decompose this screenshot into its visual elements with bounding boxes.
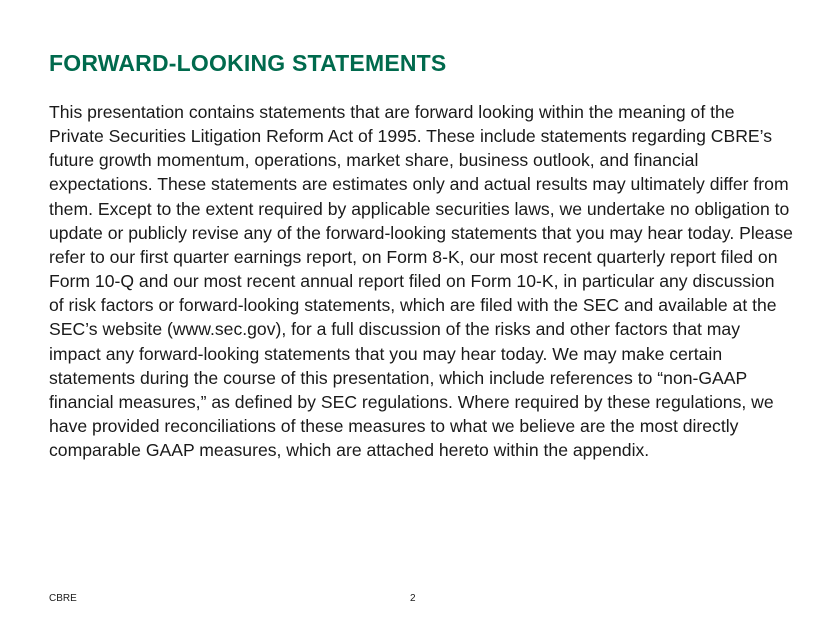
page-number: 2 [410, 593, 416, 604]
disclaimer-paragraph: This presentation contains statements that are forward looking within the meaning of the Private Securities Litigation Reform Act of 1995. These include statements regarding CBRE’s future growth momentum, operations, market share, business outlook, and financial expectations. These statements are estimates only and actual results may ultimately differ from them. Except to the extent required by applicable securities laws, we undertake no obligation to update or publicly revise any of the forward-looking statements that you may hear today. Please refer to our first quarter earnings report, on Form 8-K, our most recent quarterly report filed on Form 10-Q and our most recent annual report filed on Form 10-K, in particular any discussion of risk factors or forward-looking statements, which are filed with the SEC and available at the SEC’s website (www.sec.gov), for a full discussion of the risks and other factors that may impact any forward-looking statements that you may hear today. We may make certain statements during the course of this presentation, which include references to “non-GAAP financial measures,” as defined by SEC regulations. Where required by these regulations, we have provided reconciliations of these measures to what we believe are the most directly comparable GAAP measures, which are attached hereto within the appendix. [49, 102, 793, 461]
slide-title: FORWARD-LOOKING STATEMENTS [49, 50, 447, 76]
footer-brand: CBRE [49, 593, 77, 604]
